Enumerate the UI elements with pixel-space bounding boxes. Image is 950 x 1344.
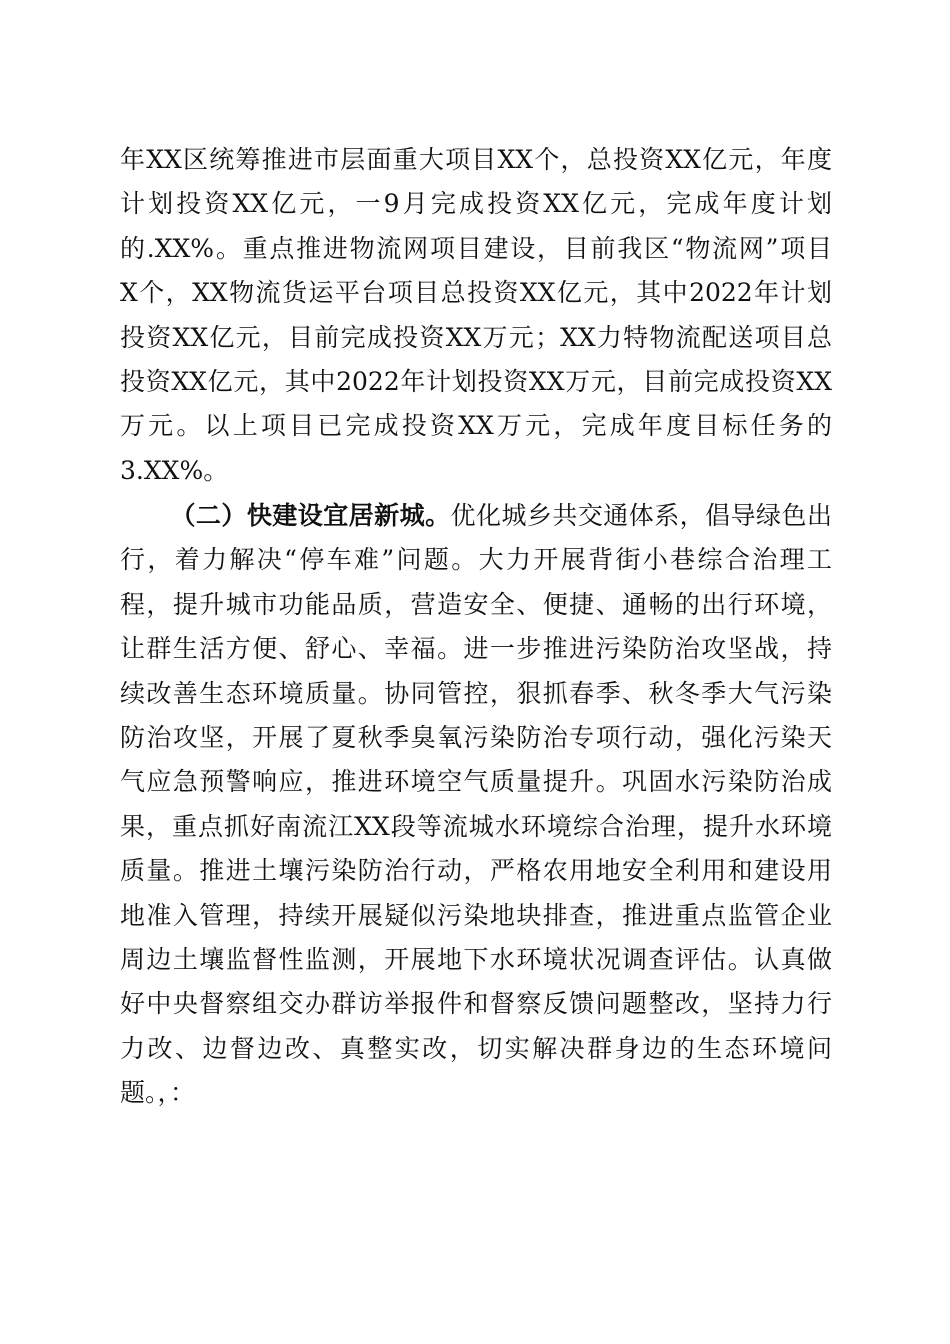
section-heading: （二）快建设宜居新城。 — [170, 501, 451, 530]
text-line: 程，提升城市功能品质，营造安全、便捷、通畅的出行环境， — [120, 589, 832, 619]
text-line: 年XX区统筹推进市层面重大项目XX个，总投资XX亿元，年度 — [120, 145, 832, 174]
text-line: 让群生活方便、舒心、幸福。进一步推进污染防治攻坚战，持 — [120, 634, 832, 664]
text-line: 的.XX%。重点推进物流网项目建设，目前我区“物流网”项目 — [120, 233, 832, 263]
text-line: 投资XX亿元，其中2022年计划投资XX万元，目前完成投资XX — [120, 366, 832, 396]
text-line: 投资XX亿元，目前完成投资XX万元；XX力特物流配送项目总 — [120, 322, 832, 352]
text-line: 好中央督察组交办群访举报件和督察反馈问题整改，坚持力行 — [120, 989, 832, 1019]
text-line: X个，XX物流货运平台项目总投资XX亿元，其中2022年计划 — [120, 278, 832, 308]
text-line: 地准入管理，持续开展疑似污染地块排查，推进重点监管企业 — [120, 900, 832, 930]
paragraph-project-investment — [120, 138, 832, 493]
text-line: 3.XX%。 — [120, 455, 229, 485]
text-line: 果，重点抓好南流江XX段等流城水环境综合治理，提升水环境 — [120, 811, 832, 841]
text-line: 行，着力解决“停车难”问题。大力开展背街小巷综合治理工 — [120, 545, 832, 575]
text-line: 万元。以上项目已完成投资XX万元，完成年度目标任务的 — [120, 411, 832, 441]
text-line: 气应急预警响应，推进环境空气质量提升。巩固水污染防治成 — [120, 767, 832, 797]
text-line: 质量。推进土壤污染防治行动，严格农用地安全利用和建设用 — [120, 856, 832, 886]
text-line: 周边土壤监督性监测，开展地下水环境状况调查评估。认真做 — [120, 944, 832, 974]
text-line: 力改、边督边改、真整实改，切实解决群身边的生态环境问 — [120, 1033, 832, 1063]
text-line-rest: 优化城乡共交通体系，倡导绿色出 — [450, 501, 832, 530]
text-line: 题。，： — [120, 1078, 196, 1108]
text-line: 续改善生态环境质量。协同管控，狠抓春季、秋冬季大气污染 — [120, 678, 832, 708]
text-line: 防治攻坚，开展了夏秋季臭氧污染防治专项行动，强化污染天 — [120, 722, 832, 752]
text-line-first — [120, 494, 832, 538]
paragraph-livable-city — [120, 494, 832, 1115]
text-line: 计划投资XX亿元，一9月完成投资XX亿元，完成年度计划 — [120, 189, 832, 219]
